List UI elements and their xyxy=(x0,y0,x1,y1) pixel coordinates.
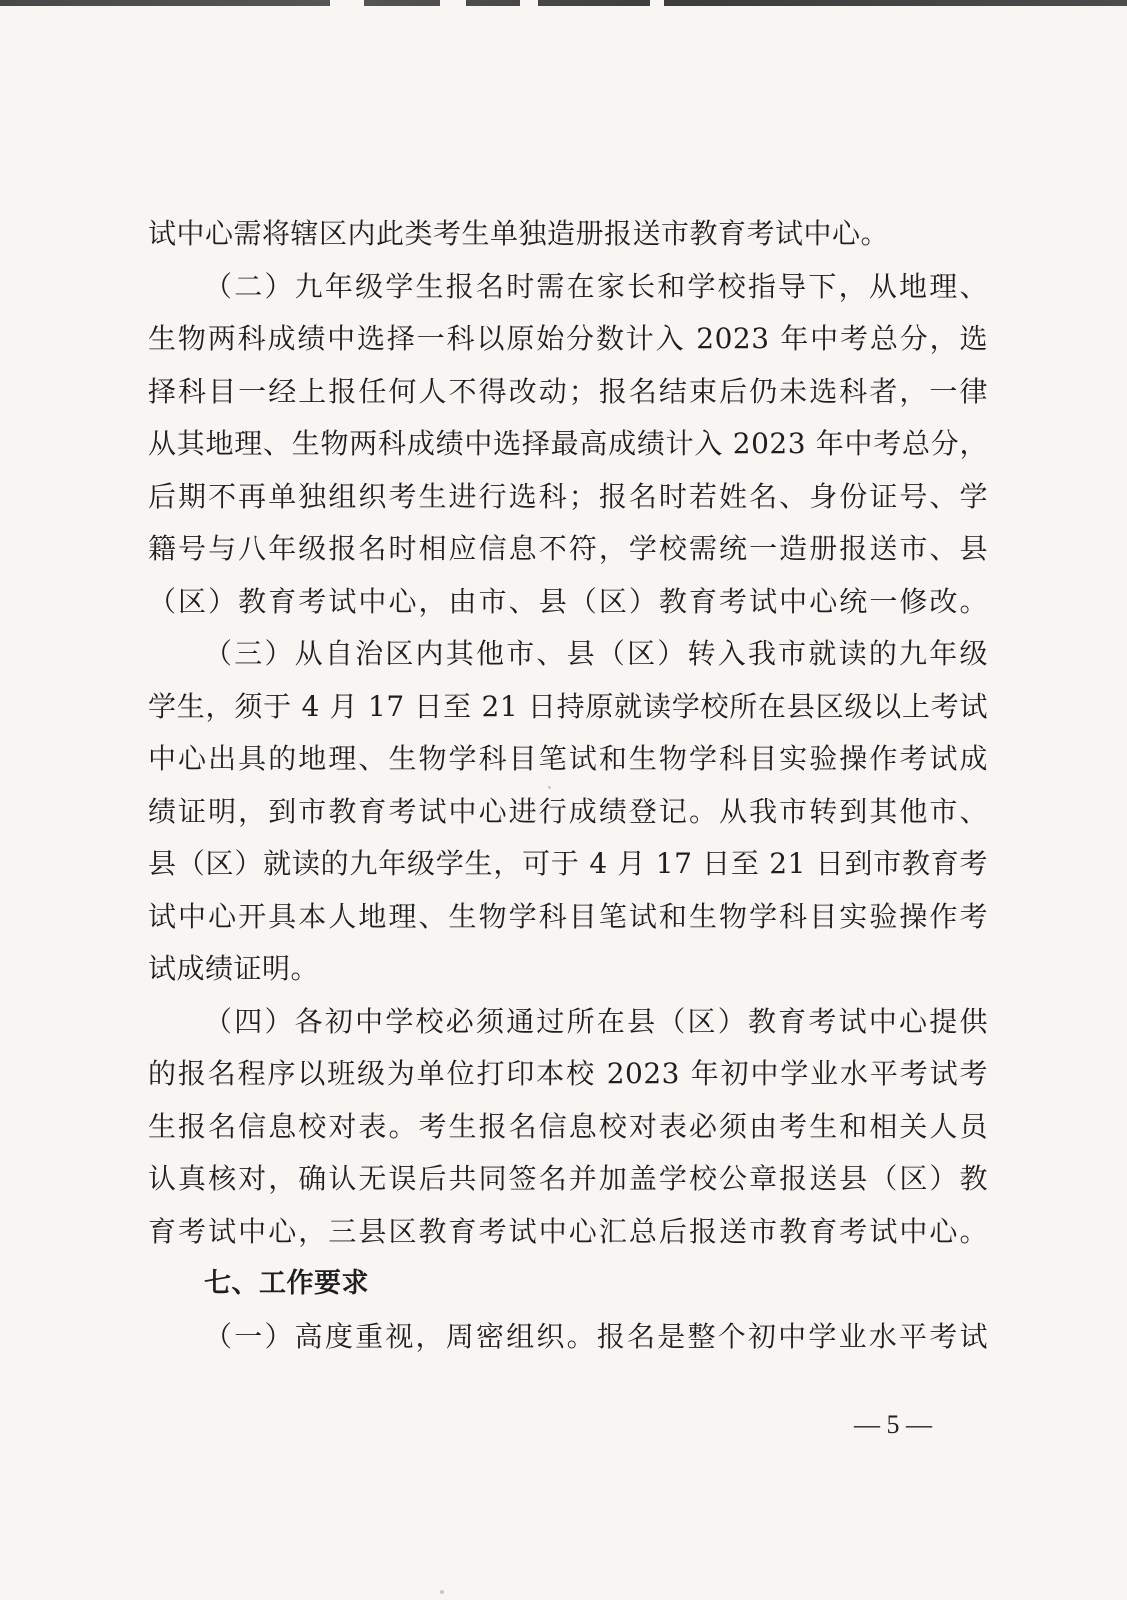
paragraph-line: 县（区）就读的九年级学生，可于 4 月 17 日至 21 日到市教育考 xyxy=(148,847,988,880)
paragraph-line: （区）教育考试中心，由市、县（区）教育考试中心统一修改。 xyxy=(148,584,988,618)
paragraph-line: 择科目一经上报任何人不得改动；报名结束后仍未选科者，一律 xyxy=(148,374,988,408)
document-body xyxy=(148,208,988,1363)
scan-top-edge xyxy=(0,0,1127,6)
page-number: — 5 — xyxy=(854,1410,932,1439)
scan-speck xyxy=(440,1590,444,1594)
scan-top-edge-gap xyxy=(330,0,364,6)
paragraph-line: 从其地理、生物两科成绩中选择最高成绩计入 2023 年中考总分， xyxy=(148,427,988,460)
paragraph-line: 学生，须于 4 月 17 日至 21 日持原就读学校所在县区级以上考试 xyxy=(148,689,988,723)
paragraph-line: （二）九年级学生报名时需在家长和学校指导下，从地理、 xyxy=(204,269,988,303)
section-heading: 七、工作要求 xyxy=(204,1268,369,1299)
paragraph-line: 认真核对，确认无误后共同签名并加盖学校公章报送县（区）教 xyxy=(148,1162,988,1195)
paragraph-line: 生报名信息校对表。考生报名信息校对表必须由考生和相关人员 xyxy=(148,1109,988,1143)
scan-top-edge-gap xyxy=(440,0,466,6)
paragraph-line: 的报名程序以班级为单位打印本校 2023 年初中学业水平考试考 xyxy=(148,1057,988,1090)
paragraph-line: 试中心需将辖区内此类考生单独造册报送市教育考试中心。 xyxy=(148,217,890,250)
paragraph-line: 中心出具的地理、生物学科目笔试和生物学科目实验操作考试成 xyxy=(148,742,988,775)
scan-speck xyxy=(548,786,551,789)
paragraph-line: 育考试中心，三县区教育考试中心汇总后报送市教育考试中心。 xyxy=(148,1214,988,1248)
paragraph-line: （一）高度重视，周密组织。报名是整个初中学业水平考试 xyxy=(204,1319,988,1353)
paragraph-line: 试中心开具本人地理、生物学科目笔试和生物学科目实验操作考 xyxy=(148,899,988,933)
paragraph-line: （三）从自治区内其他市、县（区）转入我市就读的九年级 xyxy=(204,637,988,670)
paragraph-line: 后期不再单独组织考生进行选科；报名时若姓名、身份证号、学 xyxy=(148,479,988,513)
paragraph-line: 籍号与八年级报名时相应信息不符，学校需统一造册报送市、县 xyxy=(148,532,988,565)
paragraph-line: 生物两科成绩中选择一科以原始分数计入 2023 年中考总分，选 xyxy=(148,322,988,355)
paragraph-line: （四）各初中学校必须通过所在县（区）教育考试中心提供 xyxy=(204,1004,988,1038)
paragraph-line: 绩证明，到市教育考试中心进行成绩登记。从我市转到其他市、 xyxy=(148,794,988,828)
scan-top-edge-gap xyxy=(520,0,538,6)
scan-top-edge-gap xyxy=(650,0,664,6)
paragraph-line: 试成绩证明。 xyxy=(148,952,320,985)
